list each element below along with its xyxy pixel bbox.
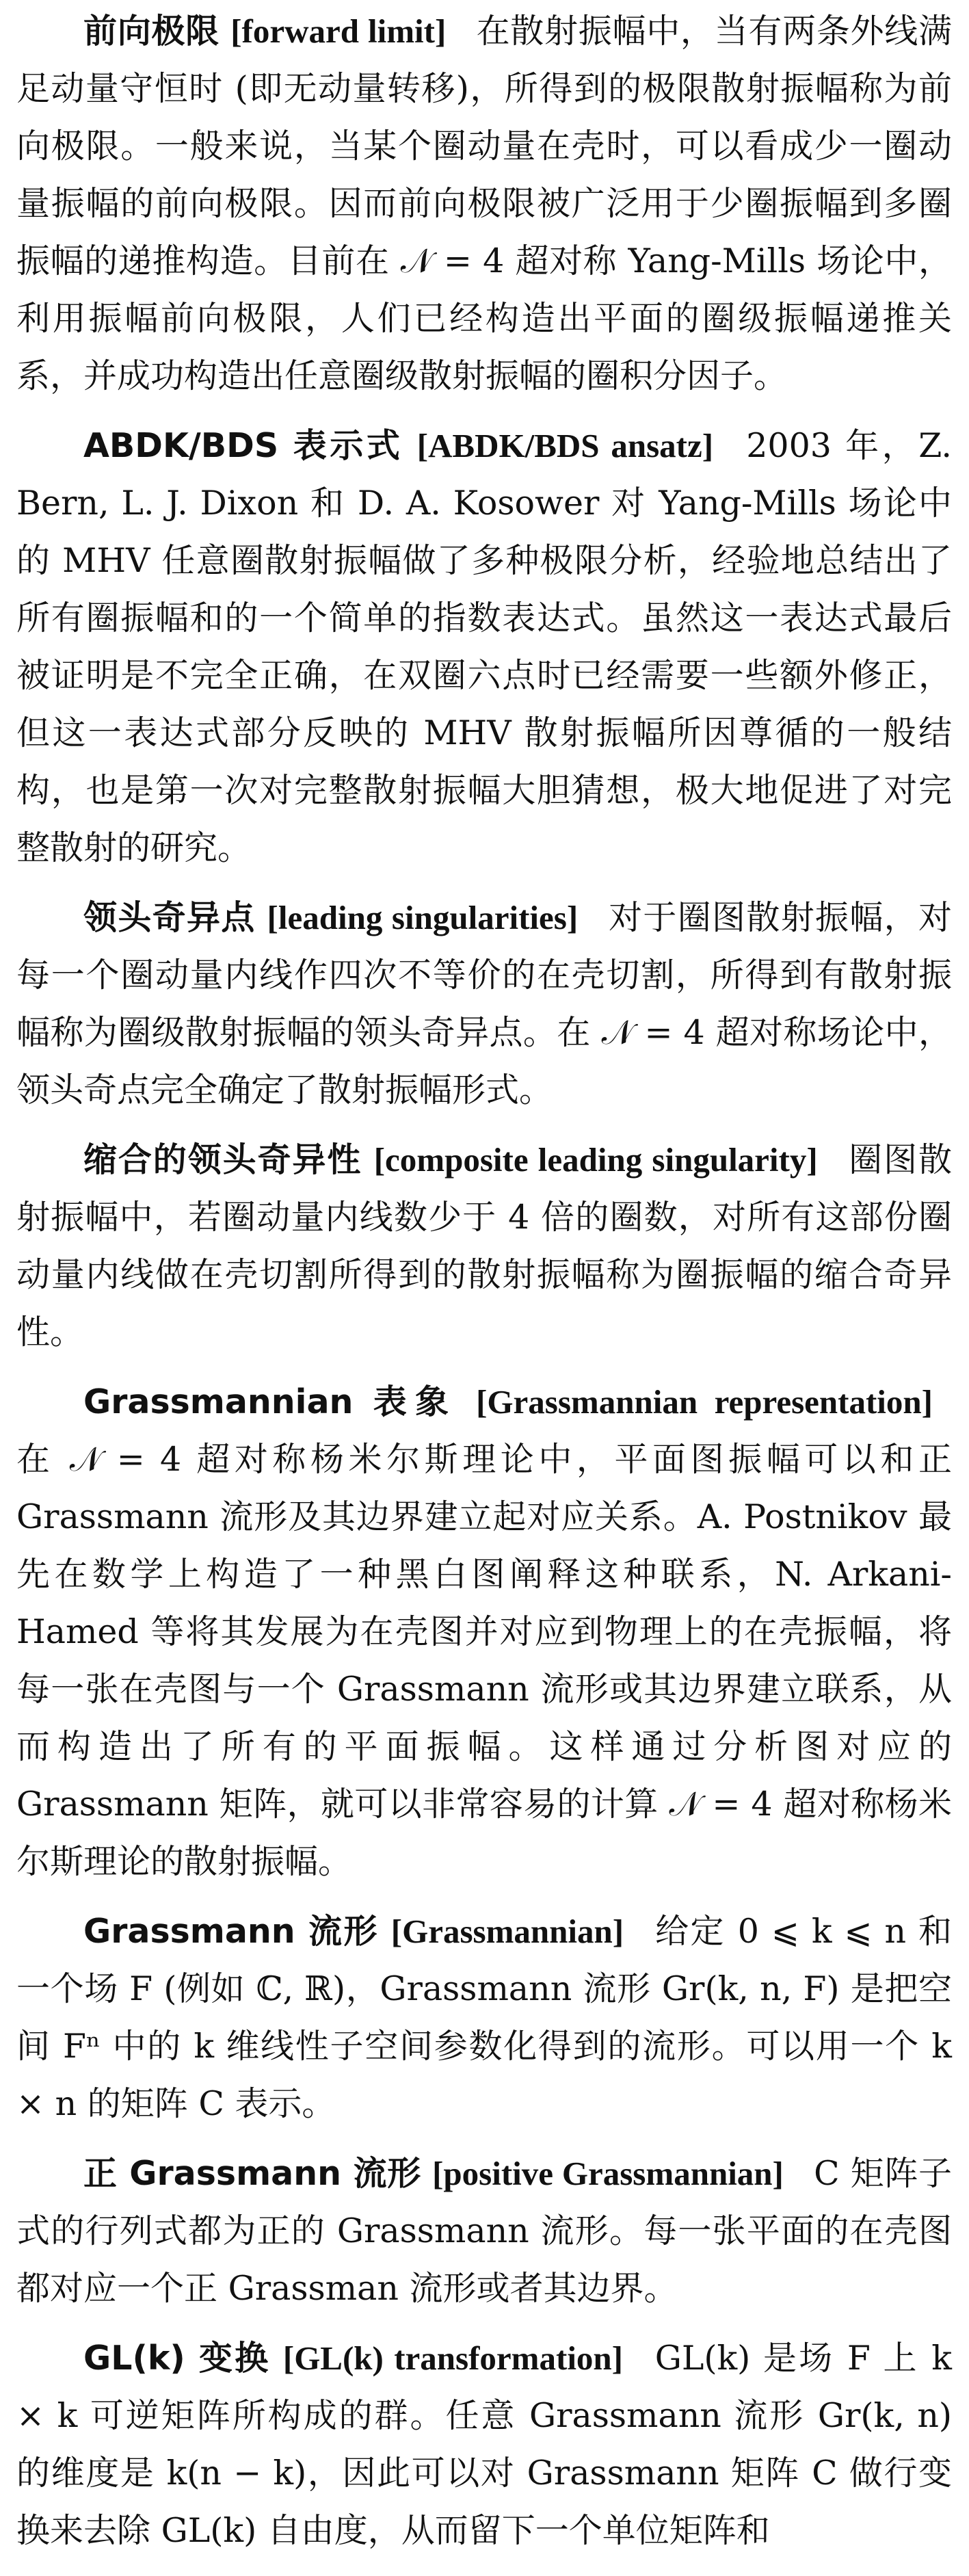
glossary-entry-composite-leading-singularity — [16, 1131, 952, 1361]
entry-english: [forward limit] — [230, 12, 447, 50]
entry-body: 在 𝒩 = 4 超对称杨米尔斯理论中，平面图振幅可以和正 Grassmann 流形及其边界建立起对应关系。A. Postnikov 最先在数学上构造了一种黑白图阐释这种联系，N. Arkani-Hamed 等将其发展为在壳图并对应到物理上的在壳振幅，将每一张在壳图与一个 Grassmann 流形或其边界建立联系，从而构造出了所有的平面振幅。这样通过分析图对应的 Grassmann 矩阵，就可以非常容易的计算 𝒩 = 4 超对称杨米尔斯理论的散射振幅。 — [16, 1440, 952, 1881]
entry-body: C 矩阵子式的行列式都为正的 Grassmann 流形。每一张平面的在壳图都对应一个正 Grassman 流形或者其边界。 — [16, 2154, 953, 2308]
entry-body: 对于圈图散射振幅，对每一个圈动量内线作四次不等价的在壳切割，所得到有散射振幅称为圈级散射振幅的领头奇异点。在 𝒩 = 4 超对称场论中，领头奇点完全确定了散射振幅形式。 — [16, 898, 952, 1109]
glossary-entry-grassmannian — [16, 1903, 952, 2133]
glossary-entry-abdk-bds — [16, 417, 952, 877]
glossary-entry-forward-limit — [16, 3, 952, 405]
entry-body: 在散射振幅中，当有两条外线满足动量守恒时 (即无动量转移)，所得到的极限散射振幅称为前向极限。一般来说，当某个圈动量在壳时，可以看成少一圈动量振幅的前向极限。因而前向极限被广泛用于少圈振幅到多圈振幅的递推构造。目前在 𝒩 = 4 超对称 Yang-Mills 场论中，利用振幅前向极限，人们已经构造出平面的圈级振幅递推关系，并成功构造出任意圈级散射振幅的圈积分因子。 — [16, 12, 952, 395]
entry-term: 正 Grassmann 流形 — [83, 2154, 421, 2193]
entry-english: [composite leading singularity] — [373, 1141, 818, 1179]
entry-term: ABDK/BDS 表示式 — [83, 426, 403, 465]
entry-body: 给定 0 ⩽ k ⩽ n 和一个场 F (例如 ℂ, ℝ)，Grassmann 流形 Gr(k, n, F) 是把空间 Fⁿ 中的 k 维线性子空间参数化得到的流形。可以用一个 k × n 的矩阵 C 表示。 — [16, 1912, 953, 2123]
glossary-entry-grassmannian-representation — [16, 1374, 952, 1891]
glossary-entry-leading-singularities — [16, 889, 952, 1119]
entry-term: GL(k) 变换 — [83, 2339, 271, 2378]
entry-english: [positive Grassmannian] — [432, 2155, 784, 2192]
entry-english: [GL(k) transformation] — [282, 2339, 623, 2377]
glossary-page — [16, 3, 952, 2572]
entry-body: GL(k) 是场 F 上 k × k 可逆矩阵所构成的群。任意 Grassmann 流形 Gr(k, n) 的维度是 k(n − k)，因此可以对 Grassmann 矩阵 C 做行变换来去除 GL(k) 自由度，从而留下一个单位矩阵和 — [16, 2339, 952, 2550]
entry-english: [Grassmannian representation] — [476, 1383, 933, 1421]
entry-english: [Grassmannian] — [390, 1913, 624, 1950]
entry-english: [leading singularities] — [267, 899, 579, 936]
entry-term: 缩合的领头奇异性 — [83, 1140, 362, 1179]
entry-body: 圈图散射振幅中，若圈动量内线数少于 4 倍的圈数，对所有这部份圈动量内线做在壳切割所得到的散射振幅称为圈振幅的缩合奇异性。 — [16, 1140, 952, 1352]
glossary-entry-glk-transformation — [16, 2330, 952, 2560]
entry-term: Grassmann 流形 — [83, 1912, 379, 1951]
entry-term: 前向极限 — [83, 12, 220, 51]
entry-body: 2003 年，Z. Bern, L. J. Dixon 和 D. A. Kosower 对 Yang-Mills 场论中的 MHV 任意圈散射振幅做了多种极限分析，经验地总结出了所有圈振幅和的一个简单的指数表达式。虽然这一表达式最后被证明是不完全正确，在双圈六点时已经需要一些额外修正，但这一表达式部分反映的 MHV 散射振幅所因尊循的一般结构，也是第一次对完整散射振幅大胆猜想，极大地促进了对完整散射的研究。 — [16, 426, 953, 867]
entry-term: Grassmannian 表象 — [83, 1382, 457, 1421]
entry-term: 领头奇异点 — [83, 898, 256, 937]
glossary-entry-positive-grassmannian — [16, 2145, 952, 2317]
entry-english: [ABDK/BDS ansatz] — [416, 427, 714, 464]
